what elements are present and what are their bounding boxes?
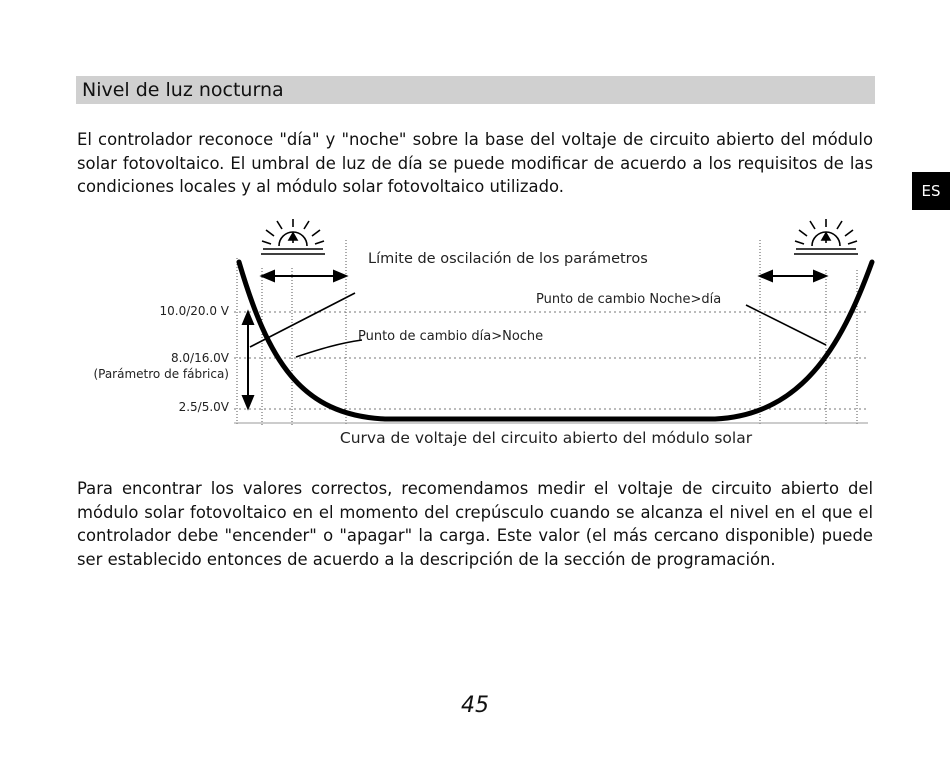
intro-paragraph: El controlador reconoce "día" y "noche" sobre la base del voltaje de circuito abierto del módulo solar fotovoltaico. El umbral de luz de día se puede modificar de acuerdo a los requisitos de las condiciones locales y al módulo solar fotovoltaico utilizado.	[77, 130, 873, 196]
guide-lines	[237, 240, 857, 425]
level-default-label: 8.0/16.0V	[170, 351, 229, 365]
voltage-curve	[239, 262, 872, 419]
section-title: Nivel de luz nocturna	[82, 79, 284, 101]
sunset-icon	[794, 219, 858, 254]
level-default-note: (Parámetro de fábrica)	[93, 367, 229, 381]
page-number: 45	[461, 693, 489, 718]
diagram-title: Límite de oscilación de los parámetros	[368, 251, 648, 267]
body-paragraph: Para encontrar los valores correctos, recomendamos medir el voltaje de circuito abierto del módulo solar fotovoltaico en el momento del crepúsculo cuando se alcanza el nivel en el que el controlador debe "encender" o "apagar" la carga. Este valor (el más cercano disponible) puede ser establecido entonces de acuerdo a la descripción de la sección de programación.	[77, 479, 873, 569]
level-high-label: 10.0/20.0 V	[159, 304, 229, 318]
label-day-to-night: Punto de cambio día>Noche	[358, 329, 544, 344]
label-night-to-day: Punto de cambio Noche>día	[536, 292, 722, 307]
diagram-caption: Curva de voltaje del circuito abierto del módulo solar	[339, 429, 753, 447]
range-arrow-right	[760, 271, 826, 281]
sunrise-icon	[261, 219, 325, 254]
voltage-range-arrow	[243, 312, 253, 408]
language-tab: ES	[912, 172, 950, 210]
level-lines	[234, 312, 868, 409]
range-arrow-left	[262, 271, 346, 281]
level-low-label: 2.5/5.0V	[178, 400, 229, 414]
